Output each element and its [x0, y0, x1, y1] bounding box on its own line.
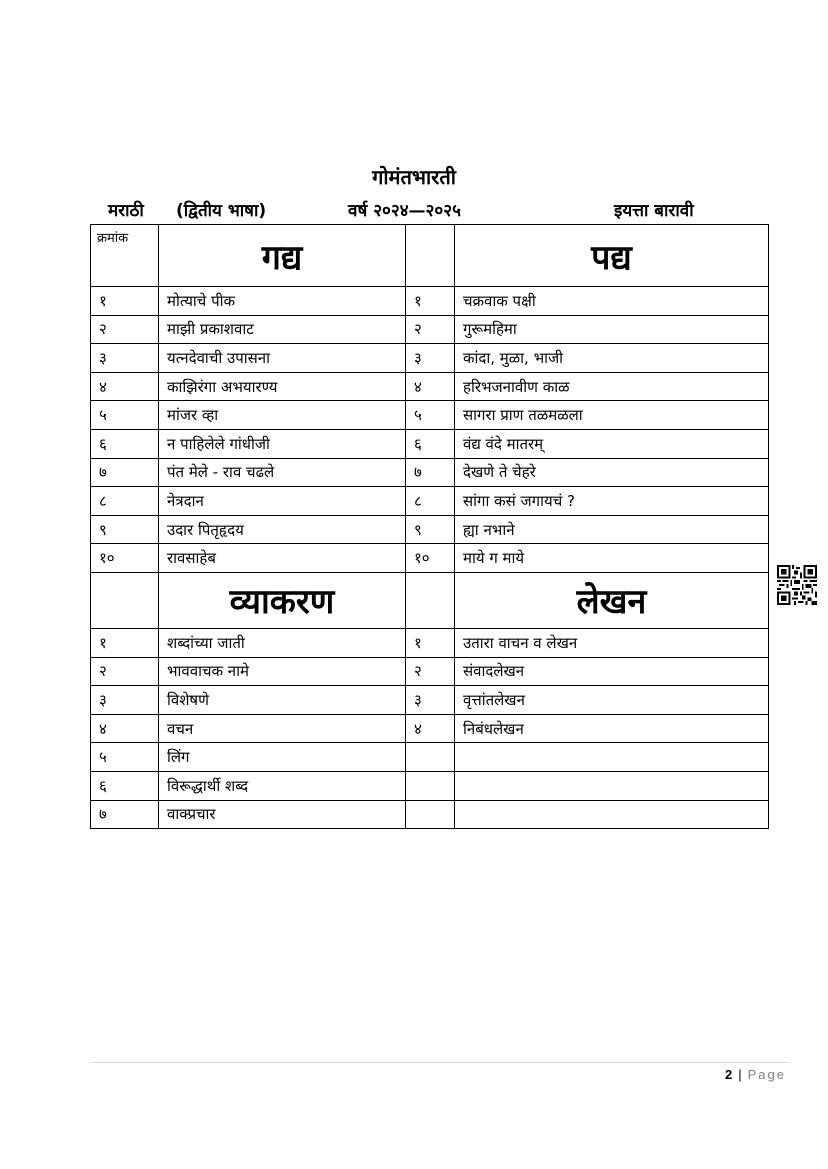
lesson-right-title: वंद्य वंदे मातरम् [455, 429, 769, 458]
topic-left-title: लिंग [159, 743, 406, 772]
lesson-left-title: उदार पितृहृदय [159, 515, 406, 544]
table-row [91, 344, 769, 373]
lesson-left-title: यत्नदेवाची उपासना [159, 344, 406, 373]
topic-right-title: उतारा वाचन व लेखन [455, 628, 769, 657]
lesson-left-number: ९ [91, 515, 159, 544]
topic-right-number: १ [406, 628, 455, 657]
topic-right-number [406, 771, 455, 800]
table-row [91, 458, 769, 487]
table-header-row-grammar-writing [91, 572, 769, 628]
lesson-right-title: देखणे ते चेहरे [455, 458, 769, 487]
table-header-row-prose-poetry [91, 225, 769, 287]
table-row [91, 771, 769, 800]
lesson-left-number: १ [91, 287, 159, 316]
table-row [91, 515, 769, 544]
topic-right-title: निबंधलेखन [455, 714, 769, 743]
lesson-right-title: सांगा कसं जगायचं ? [455, 487, 769, 516]
academic-year-label: वर्ष २०२४—२०२५ [348, 201, 461, 221]
lesson-right-number: २ [406, 315, 455, 344]
page-footer [725, 1067, 786, 1082]
lesson-left-title: मोत्याचे पीक [159, 287, 406, 316]
table-row [91, 628, 769, 657]
section-heading-prose: गद्य [159, 225, 406, 287]
topic-left-number: ३ [91, 686, 159, 715]
topic-right-title [455, 800, 769, 829]
footer-separator: | [738, 1067, 742, 1082]
topic-left-number: ५ [91, 743, 159, 772]
section-heading-grammar: व्याकरण [159, 572, 406, 628]
empty-cell [406, 572, 455, 628]
table-row [91, 657, 769, 686]
table-row [91, 544, 769, 573]
topic-left-number: ७ [91, 800, 159, 829]
footer-divider [90, 1062, 790, 1063]
lesson-right-title: गुरूमहिमा [455, 315, 769, 344]
topic-left-title: शब्दांच्या जाती [159, 628, 406, 657]
table-row [91, 287, 769, 316]
table-row [91, 487, 769, 516]
table-row [91, 800, 769, 829]
page-number: 2 [725, 1067, 733, 1082]
topic-right-number: ३ [406, 686, 455, 715]
lesson-left-title: रावसाहेब [159, 544, 406, 573]
table-row [91, 372, 769, 401]
qr-code-icon [777, 565, 817, 605]
topic-left-title: भाववाचक नामे [159, 657, 406, 686]
serial-number-header: क्रमांक [91, 225, 159, 287]
lesson-left-title: मांजर व्हा [159, 401, 406, 430]
language-level-label: (द्वितीय भाषा) [176, 201, 267, 221]
table-row [91, 743, 769, 772]
lesson-right-number: ३ [406, 344, 455, 373]
lesson-left-title: नेत्रदान [159, 487, 406, 516]
table-row [91, 714, 769, 743]
lesson-left-title: पंत मेले - राव चढले [159, 458, 406, 487]
topic-right-number: २ [406, 657, 455, 686]
topic-left-title: विशेषणे [159, 686, 406, 715]
lesson-right-number: ८ [406, 487, 455, 516]
syllabus-table [90, 224, 769, 829]
lesson-right-title: कांदा, मुळा, भाजी [455, 344, 769, 373]
topic-left-title: वाक्प्रचार [159, 800, 406, 829]
section-heading-poetry: पद्य [455, 225, 769, 287]
table-row [91, 315, 769, 344]
document-title: गोमंतभारती [372, 165, 456, 189]
grade-label: इयत्ता बारावी [614, 201, 694, 221]
topic-right-title [455, 771, 769, 800]
topic-right-number: ४ [406, 714, 455, 743]
lesson-right-number: ९ [406, 515, 455, 544]
section-heading-writing: लेखन [455, 572, 769, 628]
lesson-right-number: ७ [406, 458, 455, 487]
lesson-left-title: न पाहिलेले गांधीजी [159, 429, 406, 458]
empty-cell [406, 225, 455, 287]
lesson-right-title: ह्या नभाने [455, 515, 769, 544]
topic-right-number [406, 743, 455, 772]
lesson-left-number: ७ [91, 458, 159, 487]
lesson-right-number: ६ [406, 429, 455, 458]
lesson-right-number: १० [406, 544, 455, 573]
topic-left-title: विरूद्धार्थी शब्द [159, 771, 406, 800]
topic-right-title [455, 743, 769, 772]
lesson-right-title: चक्रवाक पक्षी [455, 287, 769, 316]
topic-left-number: १ [91, 628, 159, 657]
topic-right-title: वृत्तांतलेखन [455, 686, 769, 715]
topic-left-title: वचन [159, 714, 406, 743]
topic-left-number: ४ [91, 714, 159, 743]
table-row [91, 686, 769, 715]
syllabus-table-body [91, 225, 769, 829]
lesson-right-number: ४ [406, 372, 455, 401]
lesson-right-title: माये ग माये [455, 544, 769, 573]
subject-label: मराठी [108, 201, 144, 221]
topic-right-title: संवादलेखन [455, 657, 769, 686]
table-row [91, 401, 769, 430]
lesson-right-number: १ [406, 287, 455, 316]
empty-cell [91, 572, 159, 628]
lesson-left-number: ८ [91, 487, 159, 516]
lesson-left-number: ३ [91, 344, 159, 373]
lesson-left-title: काझिरंगा अभयारण्य [159, 372, 406, 401]
topic-right-number [406, 800, 455, 829]
lesson-right-title: सागरा प्राण तळमळला [455, 401, 769, 430]
table-row [91, 429, 769, 458]
lesson-right-number: ५ [406, 401, 455, 430]
lesson-right-title: हरिभजनावीण काळ [455, 372, 769, 401]
lesson-left-number: ५ [91, 401, 159, 430]
topic-left-number: ६ [91, 771, 159, 800]
lesson-left-number: १० [91, 544, 159, 573]
topic-left-number: २ [91, 657, 159, 686]
lesson-left-number: ४ [91, 372, 159, 401]
page-label: Page [747, 1067, 786, 1082]
lesson-left-number: ६ [91, 429, 159, 458]
lesson-left-title: माझी प्रकाशवाट [159, 315, 406, 344]
lesson-left-number: २ [91, 315, 159, 344]
